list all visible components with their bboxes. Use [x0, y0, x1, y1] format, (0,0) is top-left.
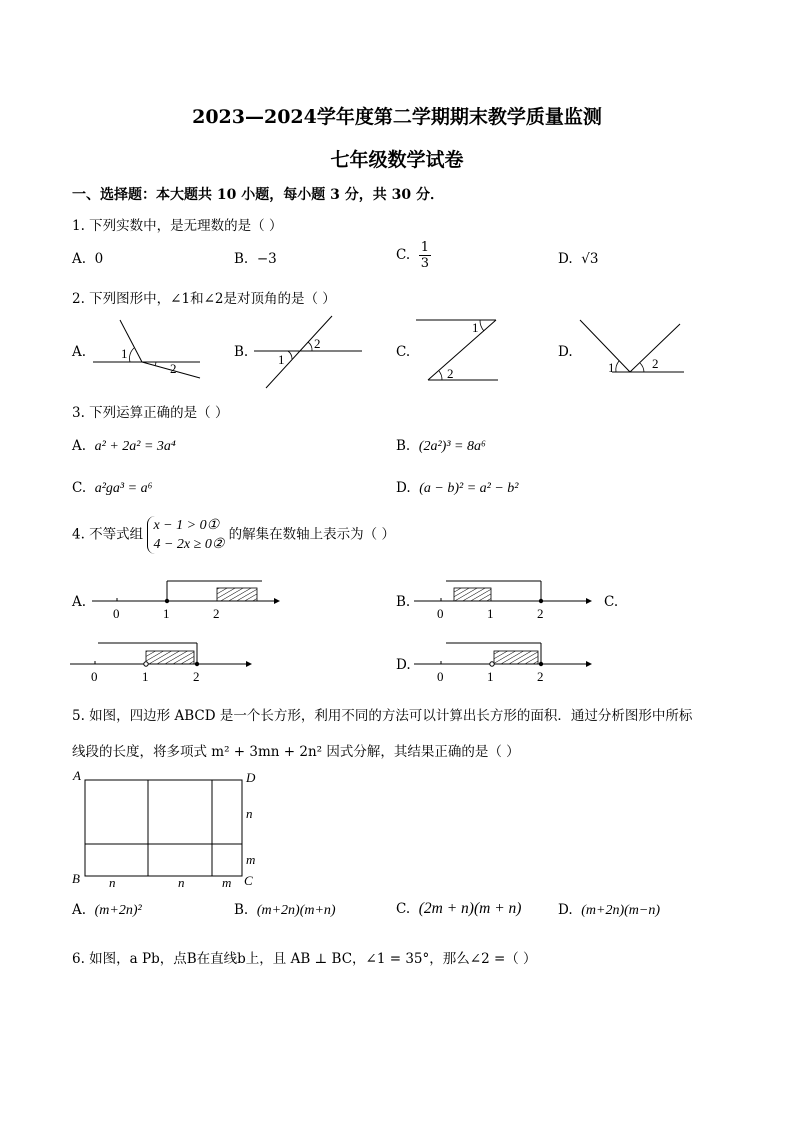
q4-option-c-label: C. — [604, 594, 619, 610]
vertex-d: D — [246, 770, 256, 785]
stem-prefix: 4. 不等式组 — [72, 526, 144, 543]
q2-figure-b — [252, 314, 367, 390]
question-3-stem: 3. 下列运算正确的是（ ） — [72, 405, 229, 421]
option-text: (m+2n)² — [94, 903, 142, 918]
q4-number-line-c — [70, 640, 255, 686]
option-label: C. — [396, 901, 411, 917]
question-1-stem: 1. 下列实数中，是无理数的是（ ） — [72, 218, 283, 234]
angle-1-label: 1 — [472, 320, 479, 335]
question-5-stem-line-2: 线段的长度，将多项式 m² + 3mn + 2n² 因式分解，其结果正确的是（ ） — [72, 744, 520, 760]
option-label: A. — [72, 438, 87, 454]
tick-2: 2 — [537, 606, 544, 621]
q5-option-c — [396, 900, 521, 918]
q4-option-b-label: B. — [396, 594, 411, 610]
option-label: D. — [558, 251, 573, 267]
angle-1-label: 1 — [121, 346, 128, 361]
q2-figure-c — [414, 316, 504, 386]
inequality-system — [147, 516, 224, 554]
vertex-a: A — [73, 768, 81, 783]
option-label: B. — [234, 902, 249, 918]
tick-2: 2 — [213, 606, 220, 621]
q2-option-a-label: A. — [72, 344, 87, 360]
tick-1: 1 — [487, 606, 494, 621]
angle-1-label: 1 — [278, 352, 285, 367]
option-text: (m+2n)(m−n) — [581, 903, 660, 918]
angle-2-label: 2 — [170, 361, 177, 376]
option-label: A. — [72, 251, 87, 267]
inequality-2: 4 − 2x ≥ 0② — [153, 537, 225, 552]
tick-0: 0 — [113, 606, 120, 621]
side-m: m — [246, 852, 256, 867]
option-label: C. — [72, 480, 87, 496]
q1-option-d — [558, 251, 598, 267]
q2-figure-d — [576, 318, 688, 380]
option-text: a² + 2a² = 3a⁴ — [94, 439, 176, 454]
q3-option-a — [72, 438, 176, 455]
question-6-stem: 6. 如图，a Pb，点B在直线b上，且 AB ⊥ BC，∠1 = 35°，那么∠2 =（ ） — [72, 951, 537, 967]
tick-0: 0 — [437, 669, 444, 684]
page-title: 2023—2024学年度第二学期期末教学质量监测 — [192, 106, 602, 128]
stem-suffix: 的解集在数轴上表示为（ ） — [228, 526, 395, 543]
q1-option-c — [396, 240, 431, 271]
q4-number-line-a — [92, 578, 282, 624]
q2-option-b-label: B. — [234, 344, 249, 360]
q4-option-a-label: A. — [72, 594, 87, 610]
vertex-b: B — [72, 871, 80, 886]
option-label: A. — [72, 902, 87, 918]
q5-rectangle-figure — [68, 770, 268, 890]
q3-option-b — [396, 438, 486, 455]
tick-1: 1 — [487, 669, 494, 684]
q2-option-c-label: C. — [396, 344, 411, 360]
question-5-stem-line-1: 5. 如图，四边形 ABCD 是一个长方形，利用不同的方法可以计算出长方形的面积．通过分析图形中所标 — [72, 708, 693, 724]
q1-option-a — [72, 251, 103, 267]
option-text: −3 — [256, 251, 277, 267]
angle-2-label: 2 — [447, 366, 454, 381]
option-text: √3 — [581, 251, 599, 267]
option-label: D. — [396, 480, 411, 496]
option-label: B. — [396, 438, 411, 454]
question-4-stem — [72, 516, 395, 554]
inequality-1: x − 1 > 0① — [153, 518, 220, 533]
q5-option-b — [234, 902, 336, 919]
side-n: n — [246, 806, 253, 821]
segment-n-1: n — [109, 875, 116, 890]
tick-2: 2 — [537, 669, 544, 684]
tick-2: 2 — [193, 669, 200, 684]
q3-option-c — [72, 480, 152, 497]
vertex-c: C — [244, 873, 253, 888]
tick-1: 1 — [142, 669, 149, 684]
tick-0: 0 — [437, 606, 444, 621]
page-subtitle: 七年级数学试卷 — [330, 149, 464, 171]
question-2-stem: 2. 下列图形中，∠1和∠2是对顶角的是（ ） — [72, 291, 336, 307]
option-text: 0 — [94, 251, 104, 267]
option-text: a²ga³ = a⁶ — [94, 481, 153, 496]
fraction: $\frac{1}{3}$ — [420, 240, 430, 271]
q4-number-line-d — [414, 640, 594, 686]
tick-0: 0 — [91, 669, 98, 684]
q1-option-b — [234, 251, 277, 267]
q5-option-a — [72, 902, 142, 919]
option-text: (m+2n)(m+n) — [256, 903, 336, 918]
option-label: B. — [234, 251, 249, 267]
tick-1: 1 — [163, 606, 170, 621]
option-text: (2m + n)(m + n) — [418, 900, 522, 917]
q3-option-d — [396, 480, 519, 497]
option-label: D. — [558, 902, 573, 918]
segment-m: m — [222, 875, 232, 890]
angle-2-label: 2 — [314, 336, 321, 351]
q5-option-d — [558, 902, 660, 919]
q2-option-d-label: D. — [558, 344, 573, 360]
angle-1-label: 1 — [608, 360, 615, 375]
option-text: (2a²)³ = 8a⁶ — [418, 439, 486, 454]
q2-figure-a — [90, 318, 205, 380]
angle-2-label: 2 — [652, 356, 659, 371]
q4-number-line-b — [414, 578, 594, 624]
option-label: C. — [396, 247, 411, 263]
segment-n-2: n — [178, 875, 185, 890]
option-text: (a − b)² = a² − b² — [419, 481, 519, 496]
section-heading: 一、选择题：本大题共 10 小题，每小题 3 分，共 30 分． — [72, 187, 444, 203]
q4-option-d-label: D. — [396, 657, 411, 673]
